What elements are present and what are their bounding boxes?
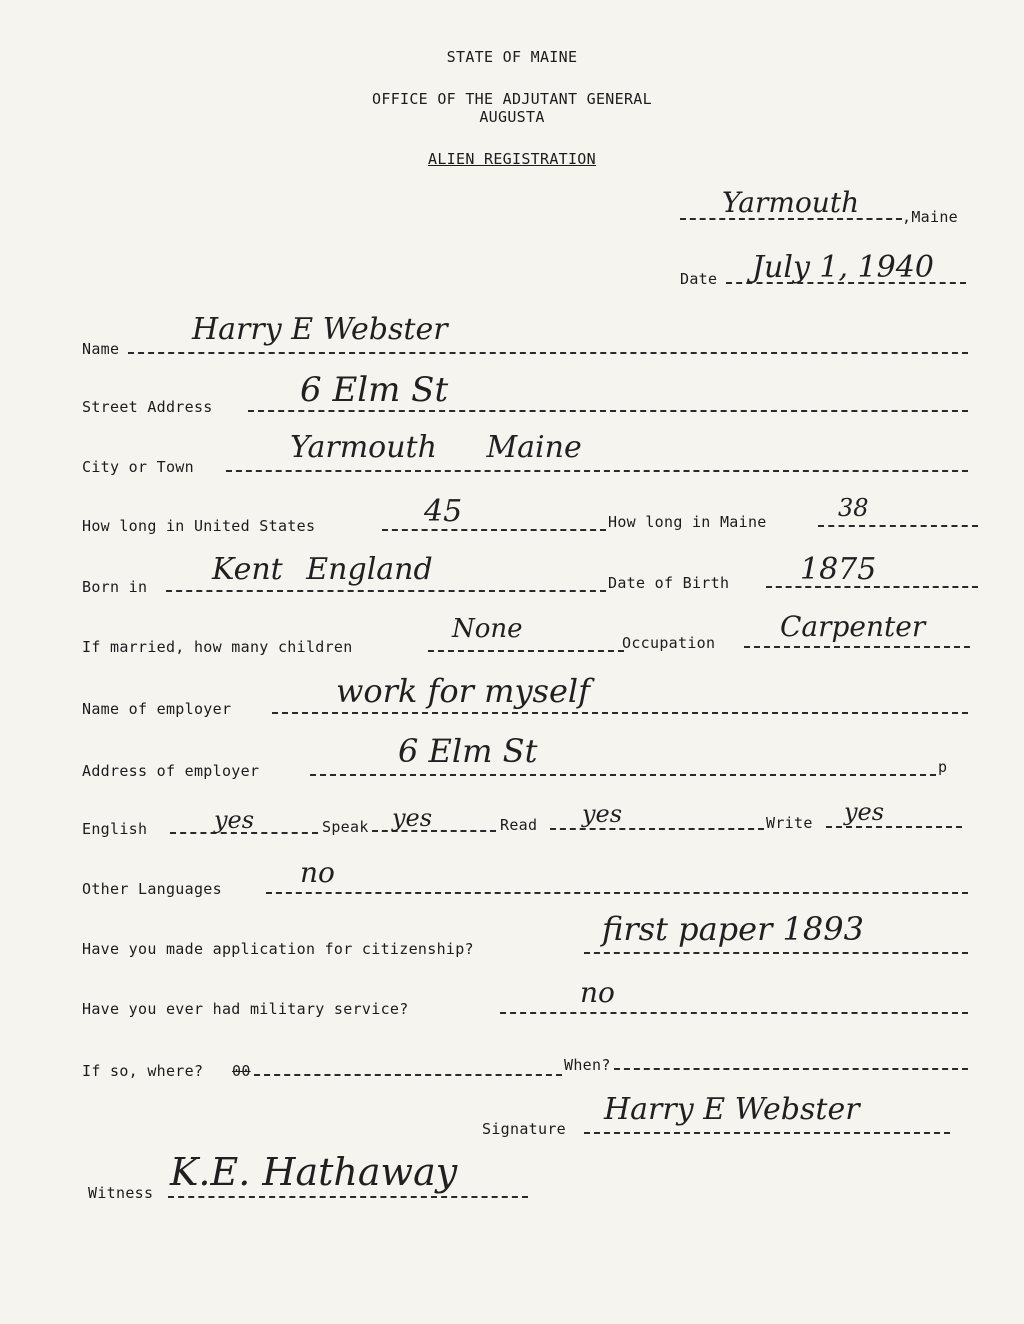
dob-label: Date of Birth [608, 574, 730, 592]
street-entry: 6 Elm St [300, 370, 449, 410]
other-languages-entry: no [300, 856, 335, 889]
when-line [614, 1068, 968, 1070]
if-so-mark: 00 [232, 1062, 251, 1080]
other-languages-label: Other Languages [82, 880, 222, 898]
read-line [550, 828, 764, 830]
citizenship-entry: first paper 1893 [602, 910, 864, 948]
state-heading: STATE OF MAINE [446, 48, 578, 66]
citizenship-label: Have you made application for citizenship? [82, 940, 474, 958]
street-label: Street Address [82, 398, 213, 416]
employer-label: Name of employer [82, 700, 232, 718]
name-entry: Harry E Webster [192, 312, 448, 347]
form-title: ALIEN REGISTRATION [428, 150, 596, 168]
employer-address-line [310, 774, 936, 776]
citizenship-line [584, 952, 968, 954]
if-so-label: If so, where? [82, 1062, 204, 1080]
speak-label: Speak [322, 818, 369, 836]
date-entry: July 1, 1940 [752, 250, 934, 285]
signature-entry: Harry E Webster [604, 1092, 860, 1127]
witness-entry: K.E. Hathaway [170, 1150, 458, 1194]
other-languages-line [266, 892, 968, 894]
employer-address-entry: 6 Elm St [398, 732, 538, 770]
english-label: English [82, 820, 148, 838]
signature-label: Signature [482, 1120, 566, 1138]
date-label: Date [680, 270, 718, 288]
born-in-label: Born in [82, 578, 148, 596]
military-line [500, 1012, 968, 1014]
occupation-label: Occupation [622, 634, 716, 652]
speak-entry: yes [392, 804, 433, 832]
when-label: When? [564, 1056, 611, 1074]
children-entry: None [452, 614, 523, 644]
children-label: If married, how many children [82, 638, 353, 656]
military-entry: no [580, 976, 615, 1009]
how-long-us-label: How long in United States [82, 517, 316, 535]
signature-line [584, 1132, 950, 1134]
how-long-us-line [382, 529, 606, 531]
born-in-line [166, 590, 606, 592]
name-label: Name [82, 340, 120, 358]
name-line [128, 352, 968, 354]
occupation-line [744, 646, 970, 648]
city-line [226, 470, 968, 472]
witness-label: Witness [88, 1184, 154, 1202]
employer-entry: work for myself [336, 672, 590, 710]
how-long-maine-label: How long in Maine [608, 513, 767, 531]
street-line [248, 410, 968, 412]
read-label: Read [500, 816, 538, 834]
if-so-line [254, 1074, 562, 1076]
employer-address-p: p [938, 758, 948, 776]
read-entry: yes [582, 800, 623, 828]
witness-line [168, 1196, 528, 1198]
how-long-maine-line [818, 525, 978, 527]
write-label: Write [766, 814, 813, 832]
english-entry: yes [214, 806, 255, 834]
speak-line [372, 830, 496, 832]
town-entry: Yarmouth [722, 186, 860, 219]
children-line [428, 650, 624, 652]
write-line [826, 826, 962, 828]
write-entry: yes [844, 798, 885, 826]
employer-address-label: Address of employer [82, 762, 260, 780]
maine-label: ,Maine [902, 208, 958, 226]
city-entry: Yarmouth Maine [290, 430, 582, 465]
dob-entry: 1875 [800, 552, 877, 587]
how-long-us-entry: 45 [424, 494, 463, 529]
military-label: Have you ever had military service? [82, 1000, 409, 1018]
born-in-entry: Kent England [212, 552, 433, 587]
how-long-maine-entry: 38 [838, 494, 869, 522]
office-heading: OFFICE OF THE ADJUTANT GENERAL [372, 90, 652, 108]
employer-line [272, 712, 968, 714]
city-heading: AUGUSTA [479, 108, 545, 126]
city-label: City or Town [82, 458, 194, 476]
occupation-entry: Carpenter [780, 610, 926, 643]
